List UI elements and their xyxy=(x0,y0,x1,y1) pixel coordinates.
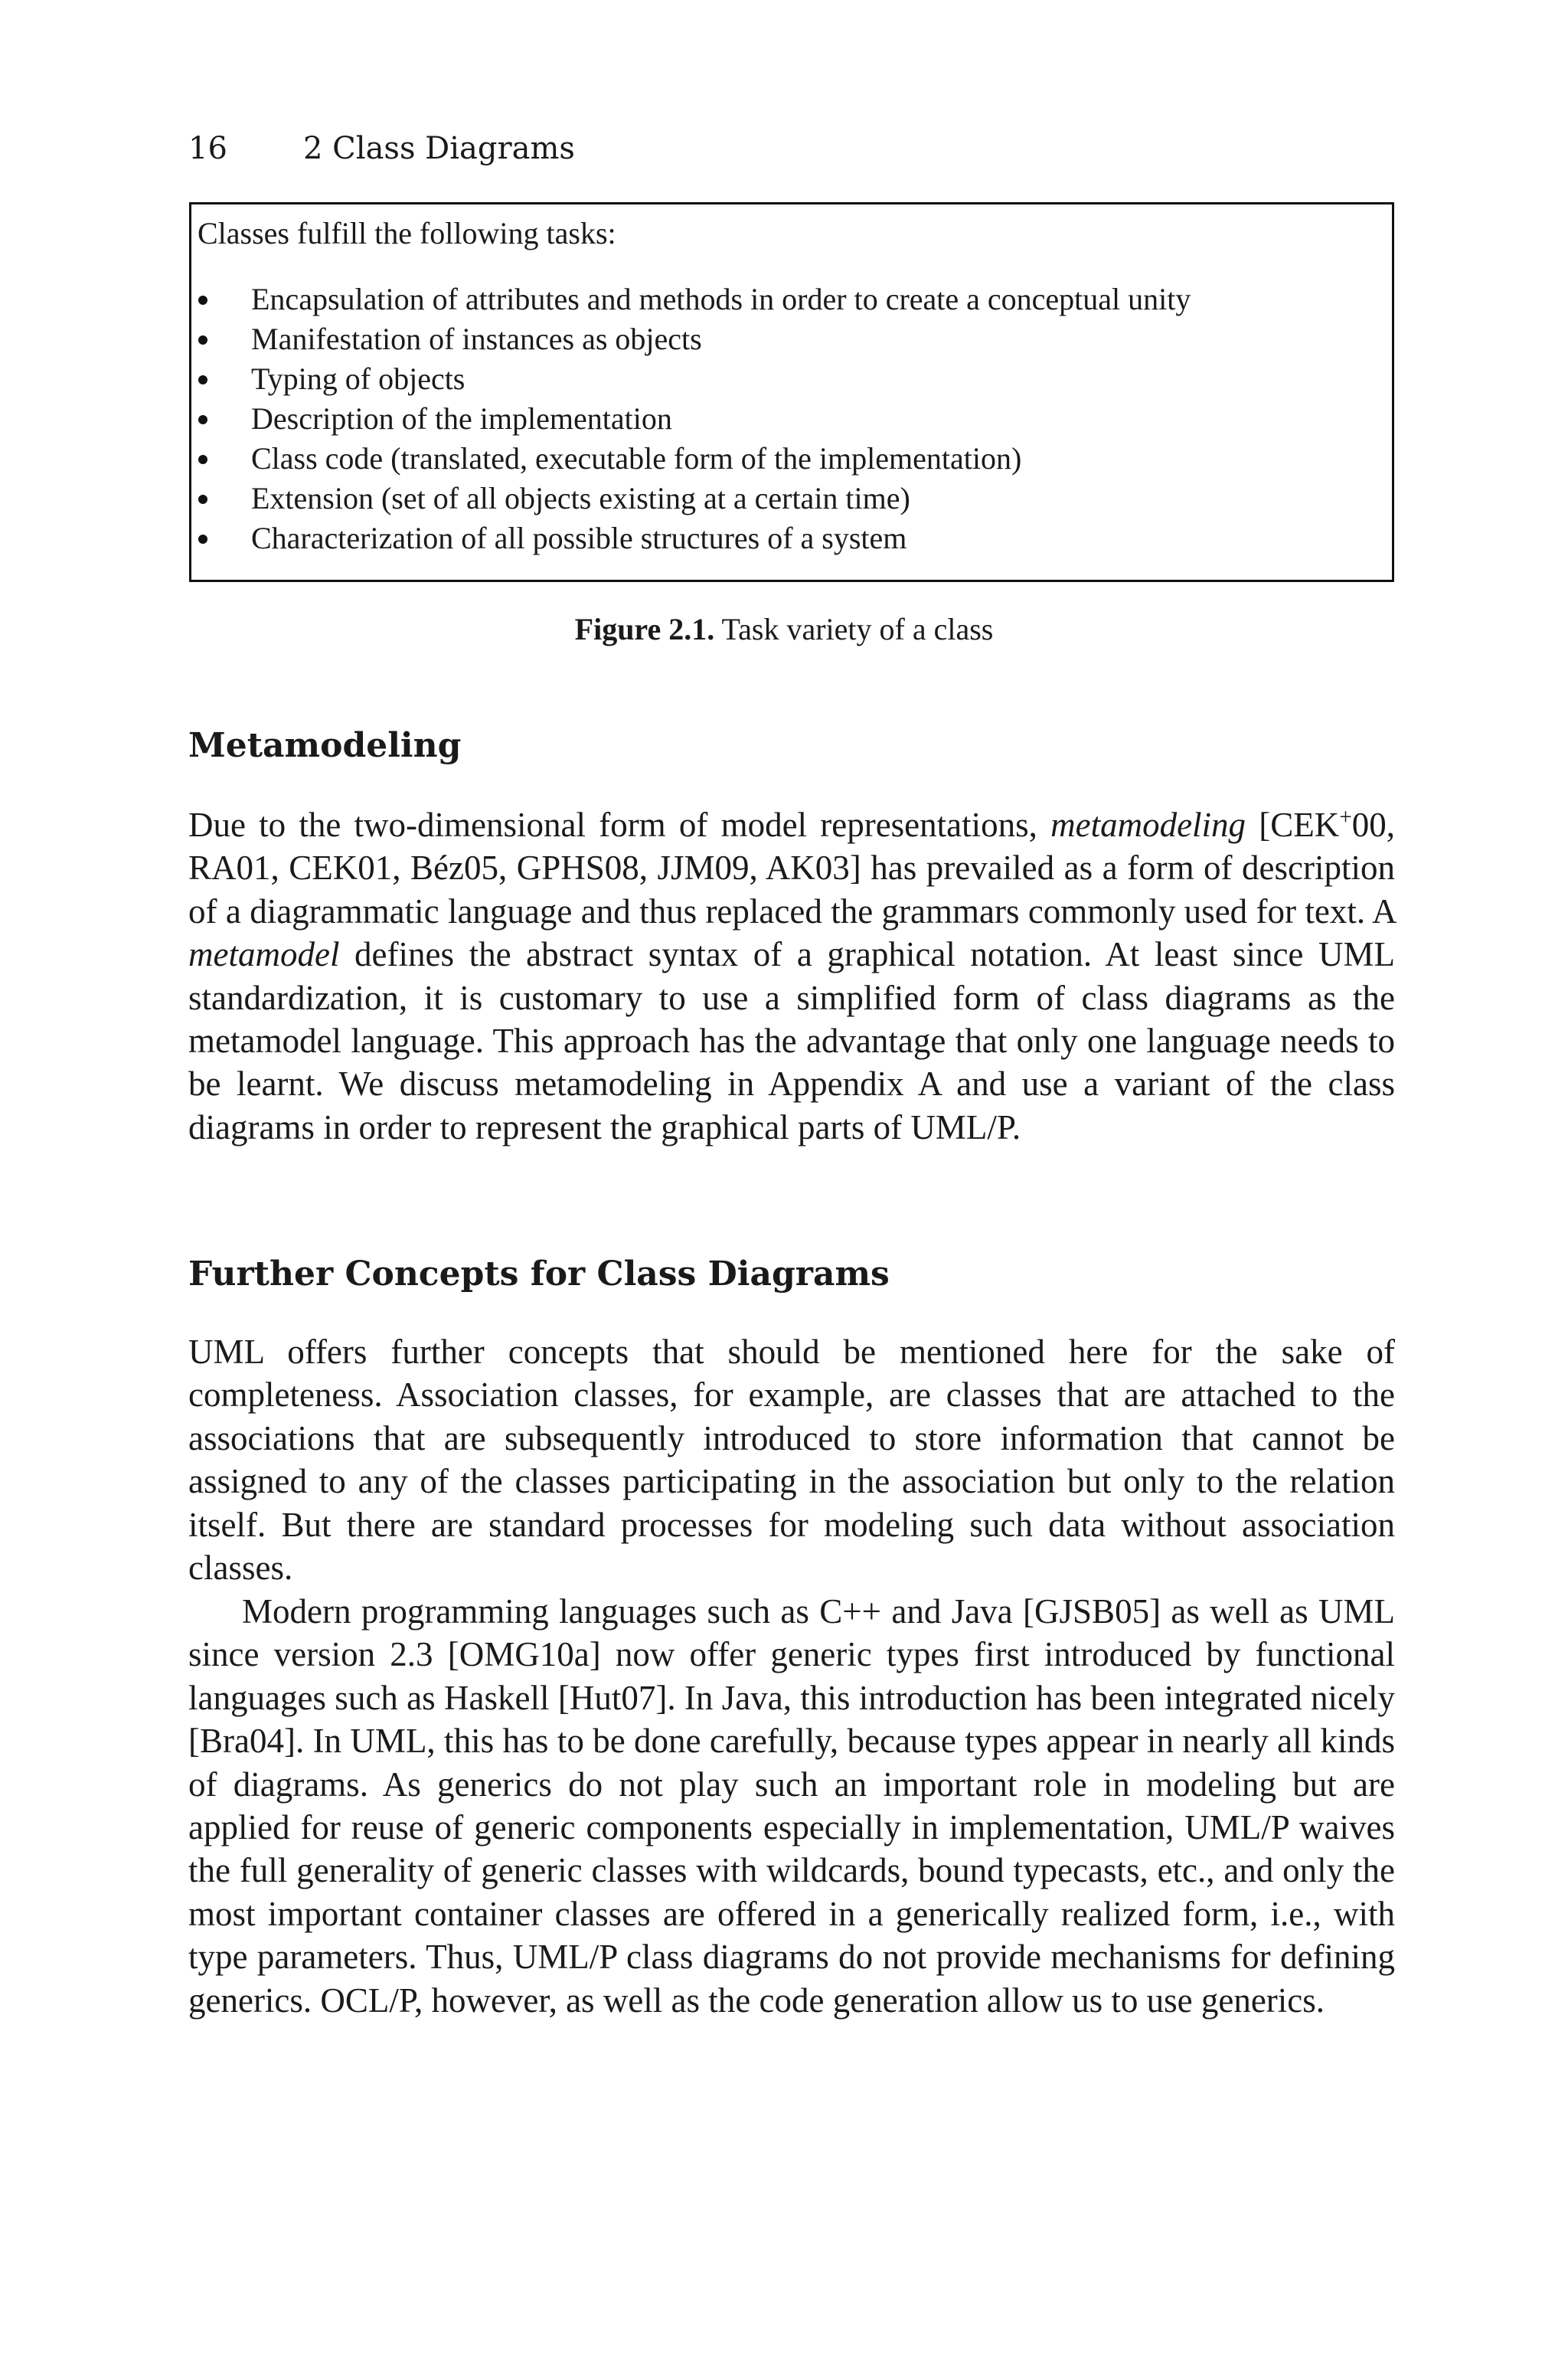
list-item xyxy=(191,518,1392,558)
emphasis-term: metamodel xyxy=(188,935,340,974)
text-run: Due to the two-dimensional form of model representations, xyxy=(188,806,1051,844)
bullet-icon xyxy=(198,415,207,424)
text-run: defines the abstract syntax of a graphical notation. At least since UML standardization, it is customary to use a simplified form of class diagrams as the metamodel language. This approach has the advantage that only one language needs to be learnt. We discuss metamodeling in Appendix A and use a variant of the class diagrams in order to represent the graphical parts of UML/P. xyxy=(188,935,1395,1146)
page-number: 16 xyxy=(188,131,227,166)
text-run: 00, RA01, CEK01, Béz05, GPHS08, JJM09, AK03] has prevailed as a form of description of a diagrammatic language and thus replaced the grammars commonly used for text. A xyxy=(188,806,1395,931)
bullet-icon xyxy=(198,495,207,504)
section-heading-further-concepts: Further Concepts for Class Diagrams xyxy=(188,1254,890,1294)
figure-caption-label: Figure 2.1. xyxy=(574,612,715,646)
further-paragraph-2 xyxy=(188,1590,1395,2022)
metamodeling-paragraph xyxy=(188,803,1395,1149)
list-item-text: Characterization of all possible structures of a system xyxy=(251,521,907,555)
figure-caption-text: Task variety of a class xyxy=(721,612,994,646)
list-item-text: Extension (set of all objects existing at a certain time) xyxy=(251,481,910,515)
chapter-title: 2 Class Diagrams xyxy=(303,131,575,166)
list-item xyxy=(191,399,1392,439)
superscript: + xyxy=(1339,805,1352,829)
page-header xyxy=(188,127,575,170)
list-item xyxy=(191,280,1392,319)
list-item xyxy=(191,439,1392,479)
bullet-icon xyxy=(198,455,207,464)
figure-intro: Classes fulfill the following tasks: xyxy=(198,216,616,250)
emphasis-term: metamodeling xyxy=(1050,806,1246,844)
list-item-text: Typing of objects xyxy=(251,361,466,396)
task-list xyxy=(191,280,1392,558)
bullet-icon xyxy=(198,535,207,544)
further-paragraph-1: UML offers further concepts that should be mentioned here for the sake of completeness. Association classes, for example, are classes that are attached to the associations that are subsequently introduced to store information that cannot be assigned to any of the classes participating in the association but only to the relation itself. But there are standard processes for modeling such data without association classes. xyxy=(188,1333,1395,1588)
list-item-text: Encapsulation of attributes and methods in order to create a conceptual unity xyxy=(251,282,1191,316)
figure-caption xyxy=(0,608,1568,651)
bullet-icon xyxy=(198,296,207,305)
text-run: [CEK xyxy=(1246,806,1340,844)
section-heading-metamodeling: Metamodeling xyxy=(188,726,462,765)
list-item xyxy=(191,359,1392,399)
bullet-icon xyxy=(198,375,207,384)
text-run: Modern programming languages such as C++ and Java [GJSB05] as well as UML since version 2.3 [OMG10a] now offer generic types first introduced by functional languages such as Haskell [Hut07]. In Java, this introduction has been integrated nicely [Bra04]. In UML, this has to be done carefully, because types appear in nearly all kinds of diagrams. As generics do not play such an important role in modeling but are applied for reuse of generic components especially in implementation, UML/P waives the full generality of generic classes with wildcards, bound typecasts, etc., and only the most important container classes are offered in a generically realized form, i.e., with type parameters. Thus, UML/P class diagrams do not provide mechanisms for defining generics. OCL/P, however, as well as the code generation allow us to use generics. xyxy=(188,1592,1395,2020)
list-item xyxy=(191,479,1392,518)
figure-box xyxy=(189,202,1394,582)
list-item xyxy=(191,319,1392,359)
list-item-text: Manifestation of instances as objects xyxy=(251,322,702,356)
list-item-text: Description of the implementation xyxy=(251,401,672,436)
bullet-icon xyxy=(198,335,207,345)
list-item-text: Class code (translated, executable form of the implementation) xyxy=(251,441,1022,476)
